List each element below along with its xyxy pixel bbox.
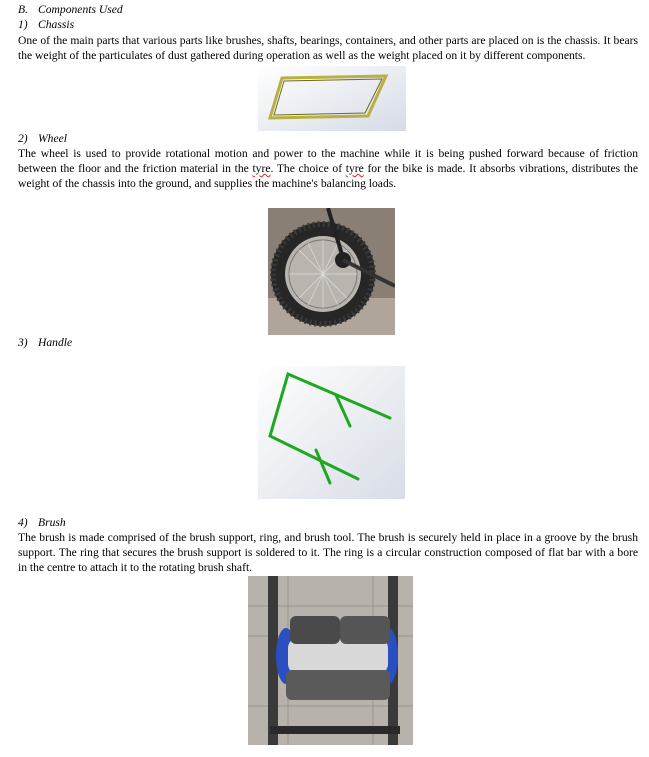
paragraph-chassis: One of the main parts that various parts like brushes, shafts, bearings, containers, and other parts are placed on is the chassis. It bears the weight of the particulates of dust gathered during operation as well as the weight placed on it by different components. [18,34,638,62]
paragraph-wheel: The wheel is used to provide rotational motion and power to the machine while it is being pushed forward because of friction between the floor and the friction material in the tyre. The choice of tyre for the bike is made. It absorbs vibrations, distributes the weight of the chassis into the ground, and supplies the machine's balancing loads. [18,147,638,190]
section-heading: B. Components Used [18,3,123,16]
subheading-handle: 3) Handle [18,336,73,349]
paragraph-brush: The brush is made comprised of the brush support, ring, and brush tool. The brush is securely held in place in a groove by the brush support. The ring that secures the brush support is soldered to it. The ring is a circular construction composed of flat bar with a bore in the centre to attach it to the rotating brush shaft. [18,531,638,574]
wheel-image [268,208,395,335]
chassis-image [258,66,406,131]
subheading-wheel: 2) Wheel [18,132,67,145]
brush-image [248,576,413,745]
handle-image [258,366,405,499]
subheading-brush: 4) Brush [18,516,66,529]
subheading-chassis: 1) Chassis [18,18,75,31]
